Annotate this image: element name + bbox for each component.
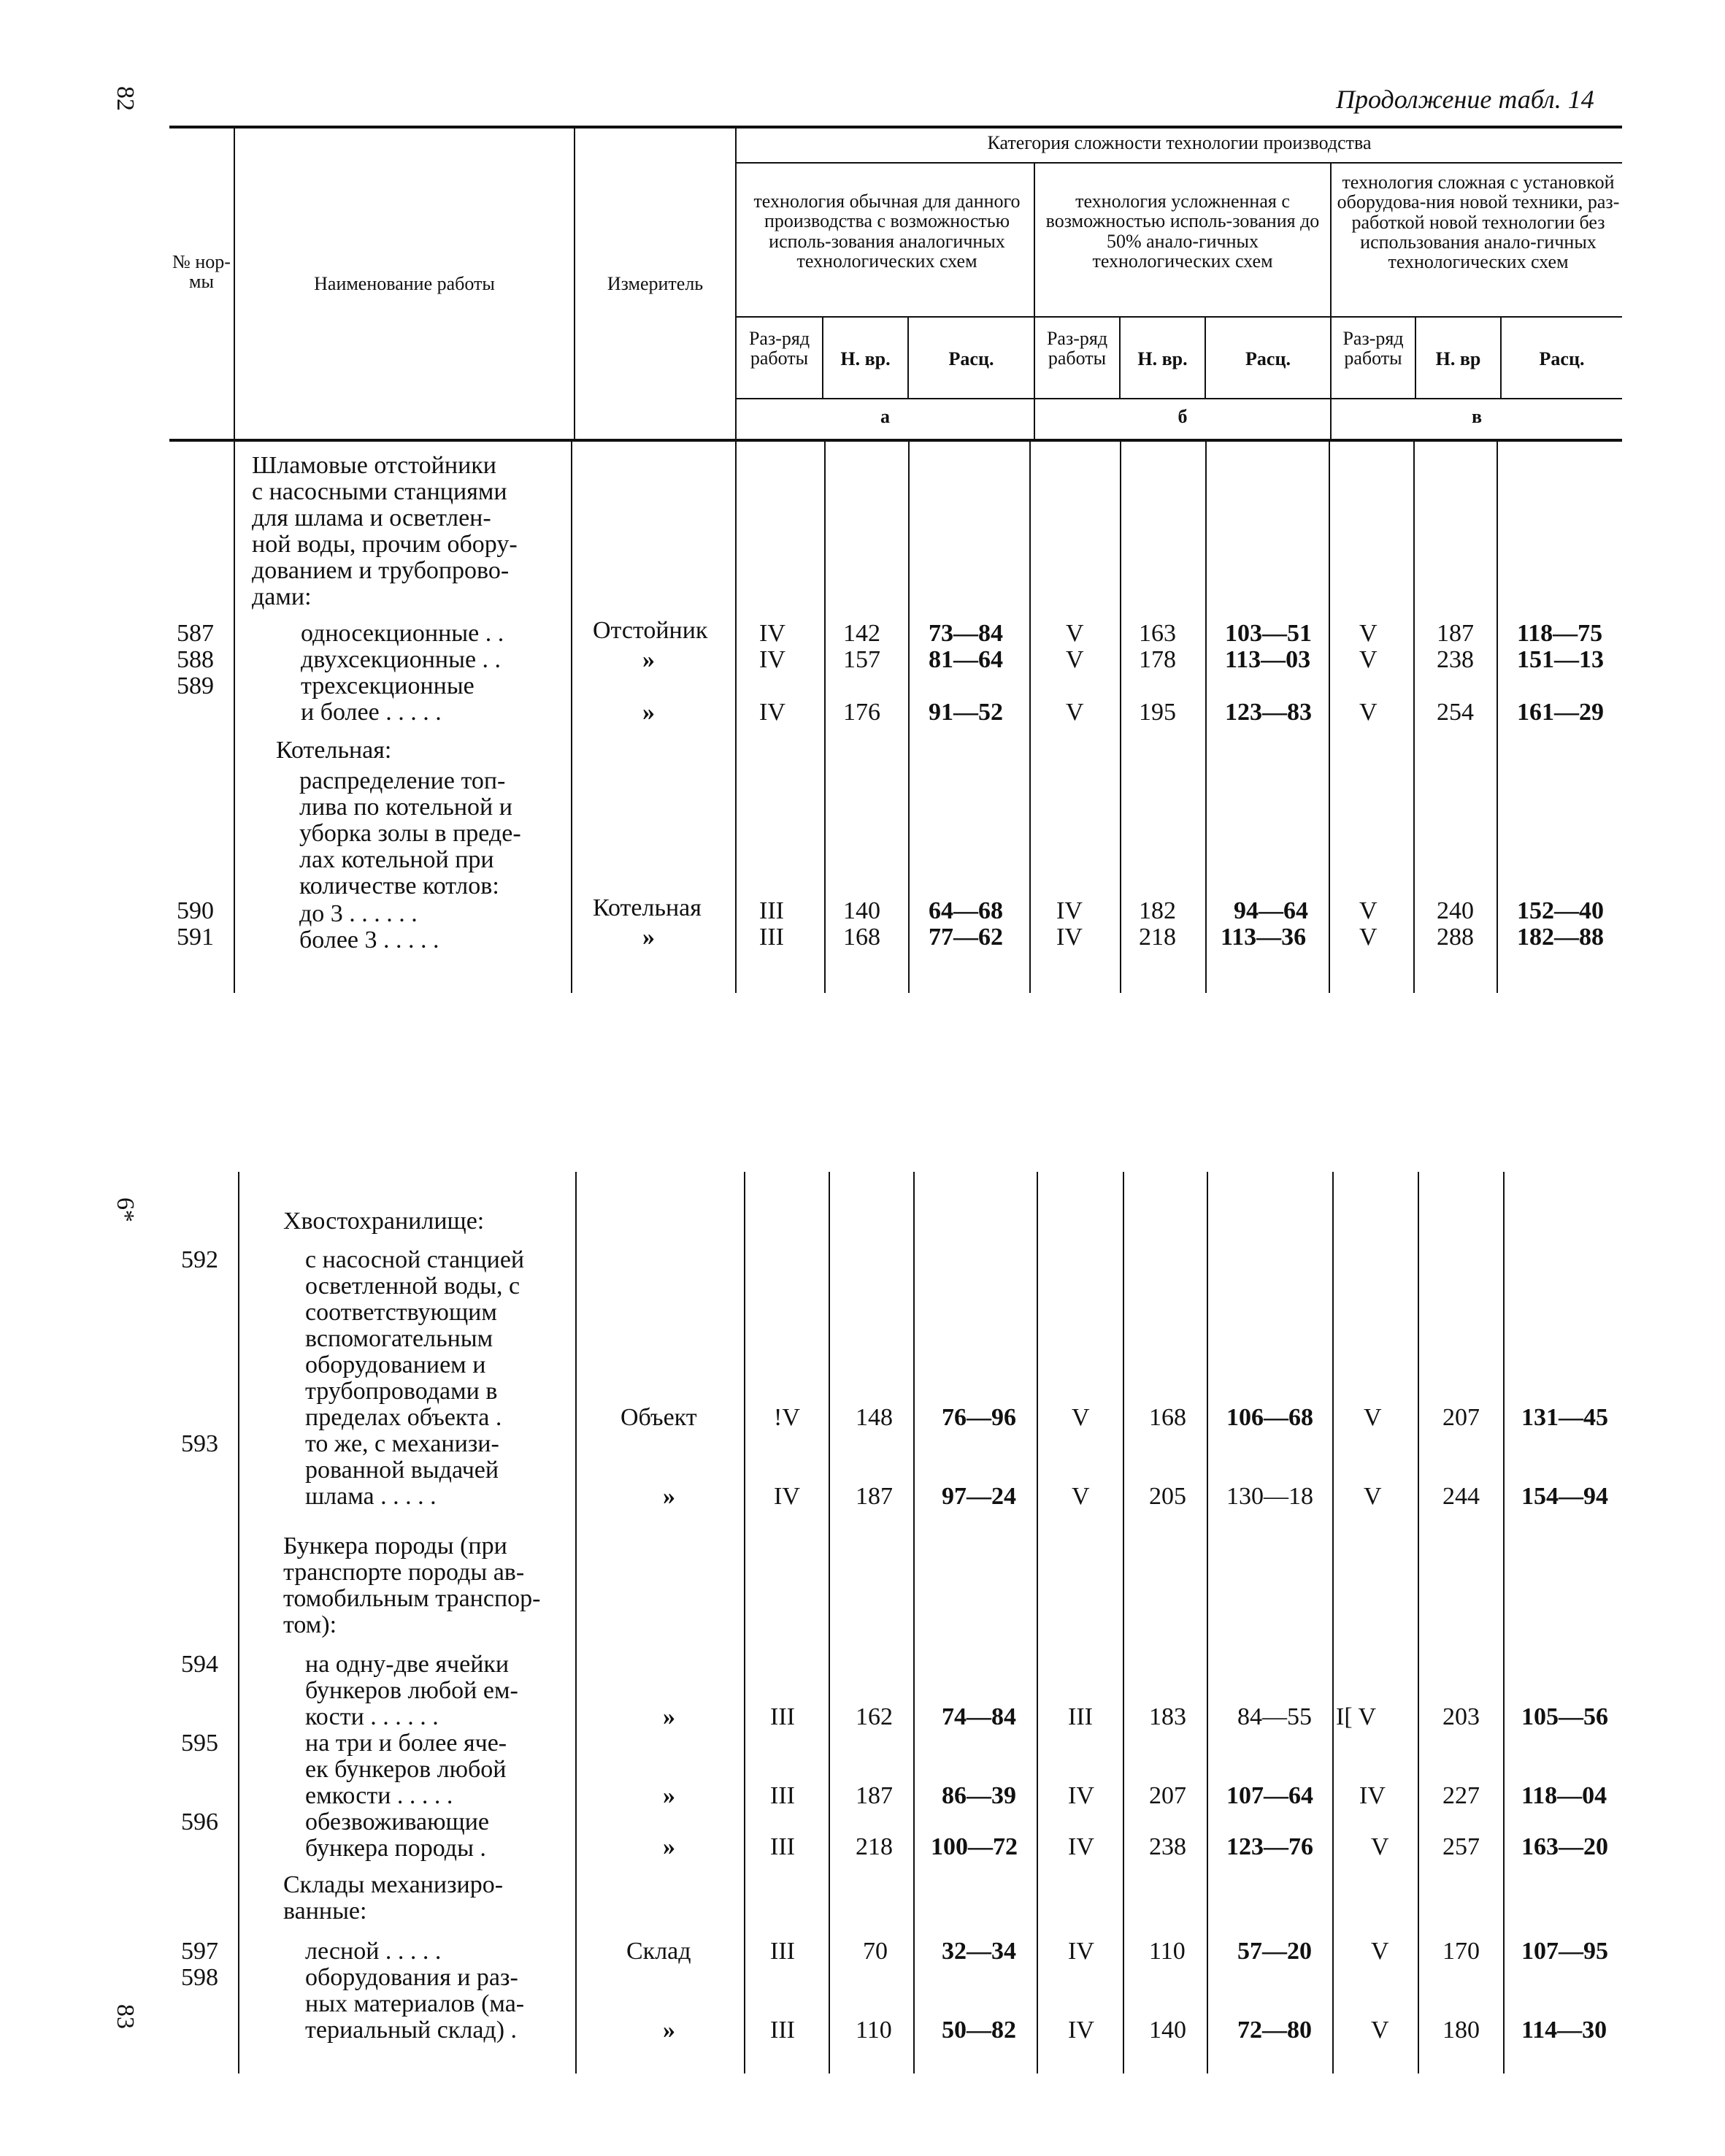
group-title-sludge: Шламовые отстойники с насосными станциями для шлама и осветлен- ной воды, прочим обору- дованием и трубопрово- дами: xyxy=(252,452,518,610)
row-number: 597 xyxy=(181,1938,218,1965)
row-number: 598 xyxy=(181,1964,218,1991)
group-title-boiler: Котельная: xyxy=(276,737,392,764)
row-595-description: на три и более яче- ек бункеров любой емкости . . . . . xyxy=(305,1730,507,1809)
row-598-description: оборудования и раз- ных материалов (ма- териальный склад) . xyxy=(305,1964,525,2044)
group-title-warehouses: Склады механизиро- ванные: xyxy=(283,1871,504,1925)
header-b-grade: Раз-ряд работы xyxy=(1046,328,1108,369)
header-b-hours: Н. вр. xyxy=(1137,348,1188,369)
header-c-hours: Н. вр xyxy=(1435,348,1481,369)
header-b-rate: Расц. xyxy=(1245,348,1291,369)
header-a-hours: Н. вр. xyxy=(840,348,891,369)
row-594-description: на одну-две ячейки бункеров любой ем- кости . . . . . . xyxy=(305,1651,518,1730)
row-596-description: обезвоживающие бункера породы . xyxy=(305,1808,490,1862)
group-title-bunkers: Бункера породы (при транспорте породы ав- томобильным транспор- том): xyxy=(283,1532,541,1638)
letter-rule xyxy=(737,398,1622,399)
right-page-number: 83 xyxy=(112,2004,139,2029)
header-letter-b: б xyxy=(1177,406,1188,427)
header-letter-c: в xyxy=(1471,406,1483,427)
header-group-c: технология сложная с установкой оборудова-ния новой техники, раз-работкой новой технологии без использования анало-гичных технологических схем xyxy=(1337,172,1620,273)
header-group-a: технология обычная для данного производства с возможностью исполь-зования аналогичных технологических схем xyxy=(753,191,1021,272)
header-a-grade: Раз-ряд работы xyxy=(748,328,810,369)
header-group-b: технология усложненная с возможностью исполь-зования до 50% анало-гичных технологических схем xyxy=(1045,191,1320,272)
left-page-number: 82 xyxy=(112,86,139,111)
subheader-rule xyxy=(737,316,1622,318)
row-number: 594 xyxy=(181,1651,218,1678)
row-593-description: то же, с механизи- рованной выдачей шлама . . . . . xyxy=(305,1430,499,1510)
row-597-description: лесной . . . . . xyxy=(305,1938,442,1965)
row-592-description: с насосной станцией осветленной воды, с соответствующим вспомогательным оборудованием и трубопроводами в пределах объекта . xyxy=(305,1246,525,1431)
category-rule xyxy=(737,162,1622,164)
group-title-tailings: Хвостохранилище: xyxy=(283,1208,485,1235)
signature-mark: 6* xyxy=(112,1197,139,1222)
header-c-rate: Расц. xyxy=(1539,348,1585,369)
header-a-rate: Расц. xyxy=(948,348,994,369)
table-top-rule xyxy=(169,126,1622,128)
row-number: 592 xyxy=(181,1246,218,1273)
header-category: Категория сложности технологии производства xyxy=(987,132,1372,153)
boiler-description: распределение топ- лива по котельной и уборка золы в преде- лах котельной при количестве котлов: xyxy=(299,767,521,899)
row-number: 595 xyxy=(181,1730,218,1757)
header-bottom-rule xyxy=(169,439,1622,442)
row-number: 596 xyxy=(181,1808,218,1835)
header-work-name: Наименование работы xyxy=(314,273,495,294)
header-norm-no: № нор-мы xyxy=(172,251,231,293)
header-unit: Измеритель xyxy=(607,273,704,294)
header-c-grade: Раз-ряд работы xyxy=(1342,328,1404,369)
continuation-title: Продолжение табл. 14 xyxy=(1336,85,1594,114)
header-letter-a: а xyxy=(880,406,890,427)
row-number: 593 xyxy=(181,1430,218,1457)
